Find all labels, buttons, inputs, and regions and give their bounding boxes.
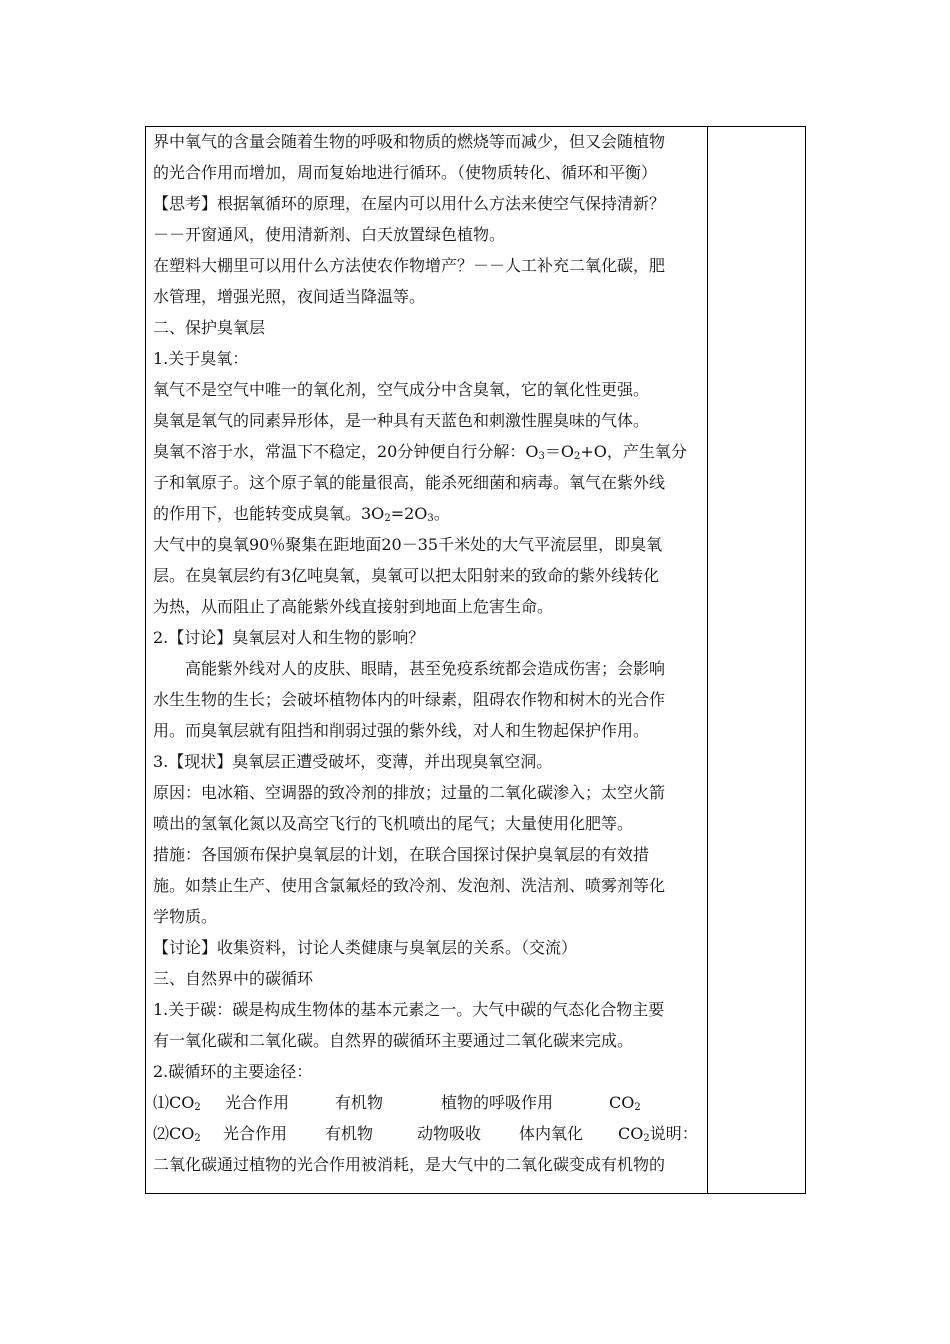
carbon-path-1: $⑴CO_2$ 光合作用 有机物 植物的呼吸作用 $CO_2$ bbox=[153, 1093, 641, 1113]
text-line: 【讨论】收集资料，讨论人类健康与臭氧层的关系。（交流） bbox=[153, 938, 578, 957]
text-line: 在塑料大棚里可以用什么方法使农作物增产？－－人工补充二氧化碳，肥 bbox=[153, 256, 666, 275]
text-line: 1.关于臭氧： bbox=[153, 349, 249, 368]
text-line: 大气中的臭氧90％聚集在距地面20－35千米处的大气平流层里，即臭氧 bbox=[153, 535, 663, 554]
text-line: 子和氧原子。这个原子氧的能量很高，能杀死细菌和病毒。氧气在紫外线 bbox=[153, 473, 666, 492]
text-line: 原因：电冰箱、空调器的致冷剂的排放；过量的二氧化碳渗入；太空火箭 bbox=[153, 783, 666, 802]
text-line: 措施：各国颁布保护臭氧层的计划，在联合国探讨保护臭氧层的有效措 bbox=[153, 845, 650, 864]
text-line: 为热，从而阻止了高能紫外线直接射到地面上危害生命。 bbox=[153, 597, 554, 616]
table-column-divider bbox=[707, 126, 708, 1194]
text-line: 2.碳循环的主要途径： bbox=[153, 1062, 313, 1081]
document-text bbox=[153, 126, 701, 1192]
text-line: 1.关于碳：碳是构成生物体的基本元素之一。大气中碳的气态化合物主要 bbox=[153, 1000, 665, 1019]
ozone-formation-line: 的作用下，也能转变成臭氧。$3O_2=2O_3$。 bbox=[153, 504, 450, 524]
text-line: 3.【现状】臭氧层正遭受破坏，变薄，并出现臭氧空洞。 bbox=[153, 752, 553, 771]
section-heading: 二、保护臭氧层 bbox=[153, 318, 266, 337]
carbon-path-2: $⑵CO_2$ 光合作用 有机物 动物吸收 体内氧化 $CO_2$说明： bbox=[153, 1124, 698, 1144]
text-line: 层。在臭氧层约有3亿吨臭氧，臭氧可以把太阳射来的致命的紫外线转化 bbox=[153, 566, 660, 585]
text-line: 的光合作用而增加，周而复始地进行循环。（使物质转化、循环和平衡） bbox=[153, 163, 658, 182]
text-line: 界中氧气的含量会随着生物的呼吸和物质的燃烧等而减少，但又会随植物 bbox=[153, 132, 666, 151]
text-line: 臭氧是氧气的同素异形体，是一种具有天蓝色和刺激性腥臭味的气体。 bbox=[153, 411, 650, 430]
text-line: 【思考】根据氧循环的原理，在屋内可以用什么方法来使空气保持清新？ bbox=[153, 194, 666, 213]
text-line: 用。而臭氧层就有阻挡和削弱过强的紫外线，对人和生物起保护作用。 bbox=[153, 721, 650, 740]
text-line: 学物质。 bbox=[153, 907, 218, 926]
text-line: 有一氧化碳和二氧化碳。自然界的碳循环主要通过二氧化碳来完成。 bbox=[153, 1031, 634, 1050]
text-line: 施。如禁止生产、使用含氯氟烃的致冷剂、发泡剂、洗洁剂、喷雾剂等化 bbox=[153, 876, 666, 895]
text-line: 2.【讨论】臭氧层对人和生物的影响？ bbox=[153, 628, 425, 647]
text-line: 喷出的氢氧化氮以及高空飞行的飞机喷出的尾气；大量使用化肥等。 bbox=[153, 814, 634, 833]
ozone-decomposition-line: 臭氧不溶于水，常温下不稳定，20分钟便自行分解：$O_3=O_2+O$，产生氧分 bbox=[153, 442, 687, 462]
text-line: －－开窗通风，使用清新剂、白天放置绿色植物。 bbox=[153, 225, 506, 244]
text-line: 水生生物的生长；会破坏植物体内的叶绿素，阻碍农作物和树木的光合作 bbox=[153, 690, 666, 709]
text-line: 氧气不是空气中唯一的氧化剂，空气成分中含臭氧，它的氧化性更强。 bbox=[153, 380, 650, 399]
text-line: 二氧化碳通过植物的光合作用被消耗，是大气中的二氧化碳变成有机物的 bbox=[153, 1155, 666, 1174]
text-line: 水管理，增强光照，夜间适当降温等。 bbox=[153, 287, 426, 306]
text-line: 高能紫外线对人的皮肤、眼睛，甚至免疫系统都会造成伤害；会影响 bbox=[153, 659, 666, 678]
section-heading: 三、自然界中的碳循环 bbox=[153, 969, 314, 988]
